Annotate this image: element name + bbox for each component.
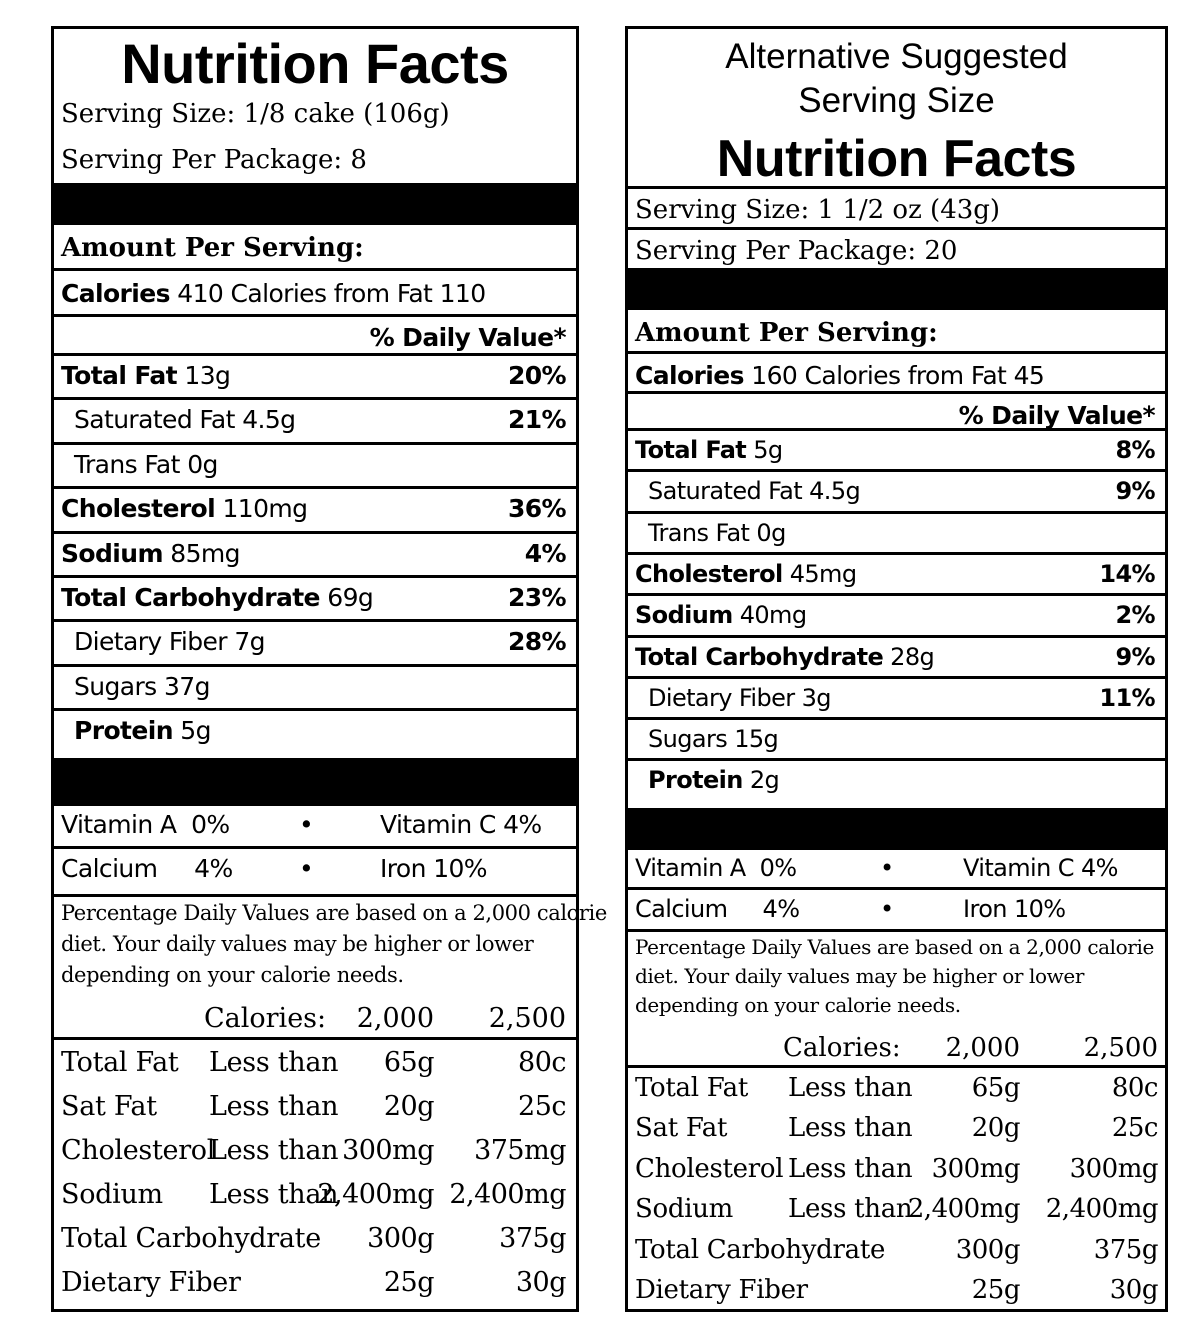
nutrient-row [635, 560, 856, 588]
ref-nutrient: Cholesterol [635, 1153, 784, 1184]
ref-nutrient: Total Carbohydrate [61, 1223, 321, 1254]
calories-value: 160 Calories from Fat 45 [751, 361, 1045, 390]
ref-header-label: Calories: [783, 1033, 901, 1063]
nutrient-row [635, 601, 806, 629]
ref-value-2000: 300mg [342, 1135, 434, 1166]
alt-heading-line2: Serving Size [798, 81, 995, 120]
nutrient-name: Total Fat [61, 361, 178, 390]
divider [628, 186, 1165, 189]
nutrient-row [61, 361, 230, 390]
calories-value: 410 Calories from Fat 110 [177, 279, 486, 308]
ref-value-2000: 20g [383, 1091, 434, 1122]
ref-nutrient: Total Carbohydrate [635, 1234, 886, 1265]
nutrient-name: Cholesterol [61, 494, 216, 524]
ref-qualifier: Less than [209, 1179, 339, 1210]
ref-value-2000: 65g [383, 1047, 434, 1078]
divider [54, 619, 576, 622]
ref-nutrient: Total Fat [61, 1047, 179, 1078]
servings-per-package: Serving Per Package: 20 [635, 236, 958, 266]
ref-nutrient: Sodium [61, 1179, 163, 1210]
amount-per-serving: Amount Per Serving: [61, 233, 364, 263]
divider [628, 511, 1165, 514]
nutrition-label-alternative [625, 26, 1168, 1312]
divider [628, 469, 1165, 472]
nutrient-row [74, 716, 211, 745]
nutrient-row [648, 477, 860, 505]
divider [54, 353, 576, 356]
footnote-line: Percentage Daily Values are based on a 2,000 calorie [635, 935, 1154, 959]
nutrient-name: Total Carbohydrate [61, 583, 320, 612]
divider [628, 717, 1165, 720]
vitamin-left: Vitamin A 0% [635, 854, 797, 882]
footnote-line: Percentage Daily Values are based on a 2,000 calorie [61, 901, 607, 925]
ref-header-2500: 2,500 [1083, 1033, 1158, 1063]
ref-value-2500: 25c [518, 1091, 566, 1122]
nutrient-row [648, 684, 831, 712]
ref-qualifier: Less than [209, 1135, 339, 1166]
ref-value-2500: 80c [1111, 1073, 1158, 1103]
bullet: • [299, 854, 314, 883]
ref-value-2500: 375g [1093, 1234, 1158, 1265]
ref-value-2000: 2,400mg [907, 1194, 1020, 1225]
ref-value-2500: 2,400mg [1045, 1194, 1158, 1225]
nutrient-name: Sodium [635, 601, 733, 630]
serving-size: Serving Size: 1 1/2 oz (43g) [635, 195, 1001, 225]
vitamin-left: Vitamin A 0% [61, 810, 230, 839]
nutrient-row [61, 583, 373, 612]
ref-value-2000: 300g [367, 1223, 434, 1254]
divider [628, 676, 1165, 679]
ref-value-2500: 30g [1109, 1275, 1158, 1305]
nutrient-name: Trans Fat [74, 449, 180, 479]
ref-qualifier: Less than [209, 1091, 339, 1122]
nutrient-name: Total Carbohydrate [635, 642, 884, 671]
nutrient-amount: 45mg [789, 559, 857, 588]
ref-nutrient: Dietary Fiber [635, 1275, 808, 1305]
nutrient-row [61, 539, 240, 568]
vitamin-left: Calcium 4% [635, 895, 800, 923]
nutrient-daily-value: 2% [1115, 601, 1155, 630]
nutrient-daily-value: 20% [507, 361, 566, 390]
divider [628, 758, 1165, 761]
ref-nutrient: Sat Fat [61, 1091, 157, 1122]
nutrient-row [648, 766, 779, 794]
nutrient-amount: 110mg [222, 494, 308, 524]
bullet: • [880, 895, 894, 923]
nutrient-row [74, 672, 210, 701]
thick-divider [54, 758, 576, 806]
ref-nutrient: Cholesterol [61, 1135, 216, 1166]
ref-header-2000: 2,000 [945, 1033, 1020, 1063]
divider [628, 391, 1165, 394]
divider [54, 268, 576, 271]
nutrient-row [74, 405, 295, 434]
nutrient-daily-value: 23% [507, 583, 566, 612]
nutrient-amount: 37g [163, 671, 210, 701]
nutrient-amount: 0g [187, 449, 218, 479]
divider [628, 552, 1165, 555]
ref-qualifier: Less than [788, 1194, 913, 1225]
ref-value-2000: 300mg [931, 1153, 1020, 1184]
nutrient-row [74, 627, 265, 656]
nutrient-row [635, 643, 934, 671]
calories-label: Calories [61, 279, 170, 308]
amount-per-serving: Amount Per Serving: [635, 318, 938, 348]
nutrient-name: Protein [74, 716, 173, 746]
ref-value-2500: 375g [499, 1223, 566, 1254]
nutrient-daily-value: 9% [1115, 642, 1155, 671]
divider [628, 929, 1165, 932]
alt-heading-line1: Alternative Suggested [725, 37, 1068, 76]
nutrient-name: Dietary Fiber [74, 627, 227, 657]
divider [54, 708, 576, 711]
nutrient-amount: 15g [734, 725, 779, 754]
nutrient-amount: 5g [180, 716, 211, 746]
nutrient-row [61, 494, 307, 523]
bullet: • [299, 810, 314, 839]
ref-value-2500: 300mg [1069, 1153, 1158, 1184]
footnote-line: diet. Your daily values may be higher or lower [635, 964, 1084, 988]
bullet: • [880, 854, 894, 882]
nutrient-daily-value: 11% [1099, 683, 1155, 712]
nutrient-amount: 4.5g [242, 405, 296, 435]
vitamin-right: Vitamin C 4% [380, 810, 542, 839]
ref-value-2500: 375mg [474, 1135, 566, 1166]
nutrition-label-original [51, 26, 607, 1312]
calories-line [61, 279, 486, 308]
ref-value-2000: 25g [383, 1267, 434, 1298]
nutrient-row [648, 519, 786, 547]
divider [628, 593, 1165, 596]
daily-value-header: % Daily Value* [958, 401, 1155, 430]
nutrient-daily-value: 21% [507, 405, 566, 435]
daily-value-header: % Daily Value* [369, 323, 566, 352]
divider [628, 227, 1165, 230]
ref-value-2000: 300g [955, 1234, 1020, 1265]
nutrient-row [74, 450, 218, 479]
footnote-line: depending on your calorie needs. [61, 963, 404, 987]
nutrient-daily-value: 36% [507, 494, 566, 524]
divider [628, 887, 1165, 890]
ref-value-2000: 20g [971, 1113, 1020, 1144]
nutrient-daily-value: 8% [1115, 436, 1155, 464]
divider [54, 846, 576, 849]
footnote-line: diet. Your daily values may be higher or lower [61, 932, 534, 956]
nutrient-name: Saturated Fat [74, 405, 235, 435]
ref-nutrient: Sodium [635, 1194, 734, 1225]
nutrient-name: Sodium [61, 538, 163, 568]
vitamin-right: Vitamin C 4% [963, 854, 1118, 882]
ref-header-2500: 2,500 [488, 1003, 566, 1034]
ref-value-2500: 80c [518, 1047, 566, 1078]
nutrient-daily-value: 14% [1099, 559, 1155, 588]
divider [54, 531, 576, 534]
thick-divider [54, 183, 576, 225]
serving-size: Serving Size: 1/8 cake (106g) [61, 99, 450, 129]
divider [54, 664, 576, 667]
ref-nutrient: Dietary Fiber [61, 1267, 241, 1298]
ref-value-2000: 2,400mg [317, 1179, 434, 1210]
servings-per-package: Serving Per Package: 8 [61, 145, 367, 175]
nutrient-name: Cholesterol [635, 559, 783, 588]
nutrient-amount: 2g [749, 766, 780, 795]
nutrient-amount: 28g [890, 642, 935, 671]
ref-header-label: Calories: [204, 1003, 327, 1034]
thick-divider [628, 808, 1165, 850]
nutrient-row [648, 725, 778, 753]
divider [54, 486, 576, 489]
ref-value-2500: 25c [1111, 1113, 1158, 1144]
nutrient-amount: 5g [753, 436, 783, 464]
nutrient-name: Trans Fat [648, 518, 750, 547]
ref-header-2000: 2,000 [356, 1003, 434, 1034]
ref-qualifier: Less than [788, 1113, 913, 1144]
divider [54, 397, 576, 400]
ref-value-2000: 25g [971, 1275, 1020, 1305]
divider [54, 894, 576, 897]
nutrient-amount: 0g [756, 518, 786, 547]
divider [54, 1037, 576, 1040]
ref-value-2500: 2,400mg [449, 1179, 566, 1210]
nutrient-name: Dietary Fiber [648, 683, 795, 712]
ref-qualifier: Less than [209, 1047, 339, 1078]
divider [54, 314, 576, 317]
nutrient-name: Sugars [648, 725, 728, 754]
divider [54, 442, 576, 445]
ref-value-2500: 30g [515, 1267, 566, 1298]
nutrient-daily-value: 28% [507, 627, 566, 657]
footnote-line: depending on your calorie needs. [635, 993, 961, 1017]
nutrient-name: Total Fat [635, 436, 747, 464]
label-title: Nutrition Facts [121, 32, 509, 95]
ref-nutrient: Total Fat [635, 1073, 749, 1103]
nutrient-name: Sugars [74, 671, 157, 701]
divider [628, 428, 1165, 431]
vitamin-right: Iron 10% [380, 854, 487, 883]
nutrient-amount: 69g [327, 583, 374, 612]
nutrient-amount: 13g [184, 361, 231, 390]
nutrient-amount: 40mg [739, 601, 807, 630]
nutrient-daily-value: 4% [524, 538, 566, 568]
nutrient-name: Saturated Fat [648, 477, 803, 506]
divider [628, 351, 1165, 354]
nutrient-amount: 4.5g [809, 477, 861, 506]
vitamin-right: Iron 10% [963, 895, 1066, 923]
calories-line [635, 361, 1044, 390]
nutrient-amount: 85mg [170, 538, 240, 568]
ref-nutrient: Sat Fat [635, 1113, 728, 1144]
nutrient-amount: 7g [234, 627, 265, 657]
calories-label: Calories [635, 361, 744, 390]
ref-qualifier: Less than [788, 1073, 913, 1103]
label-title: Nutrition Facts [716, 130, 1077, 188]
vitamin-left: Calcium 4% [61, 854, 233, 883]
divider [54, 575, 576, 578]
thick-divider [628, 268, 1165, 310]
nutrient-row [635, 436, 783, 464]
nutrient-daily-value: 9% [1115, 477, 1155, 506]
ref-value-2000: 65g [971, 1073, 1020, 1103]
nutrient-amount: 3g [801, 683, 831, 712]
nutrient-name: Protein [648, 766, 743, 795]
divider [628, 1065, 1165, 1068]
ref-qualifier: Less than [788, 1153, 913, 1184]
divider [628, 635, 1165, 638]
